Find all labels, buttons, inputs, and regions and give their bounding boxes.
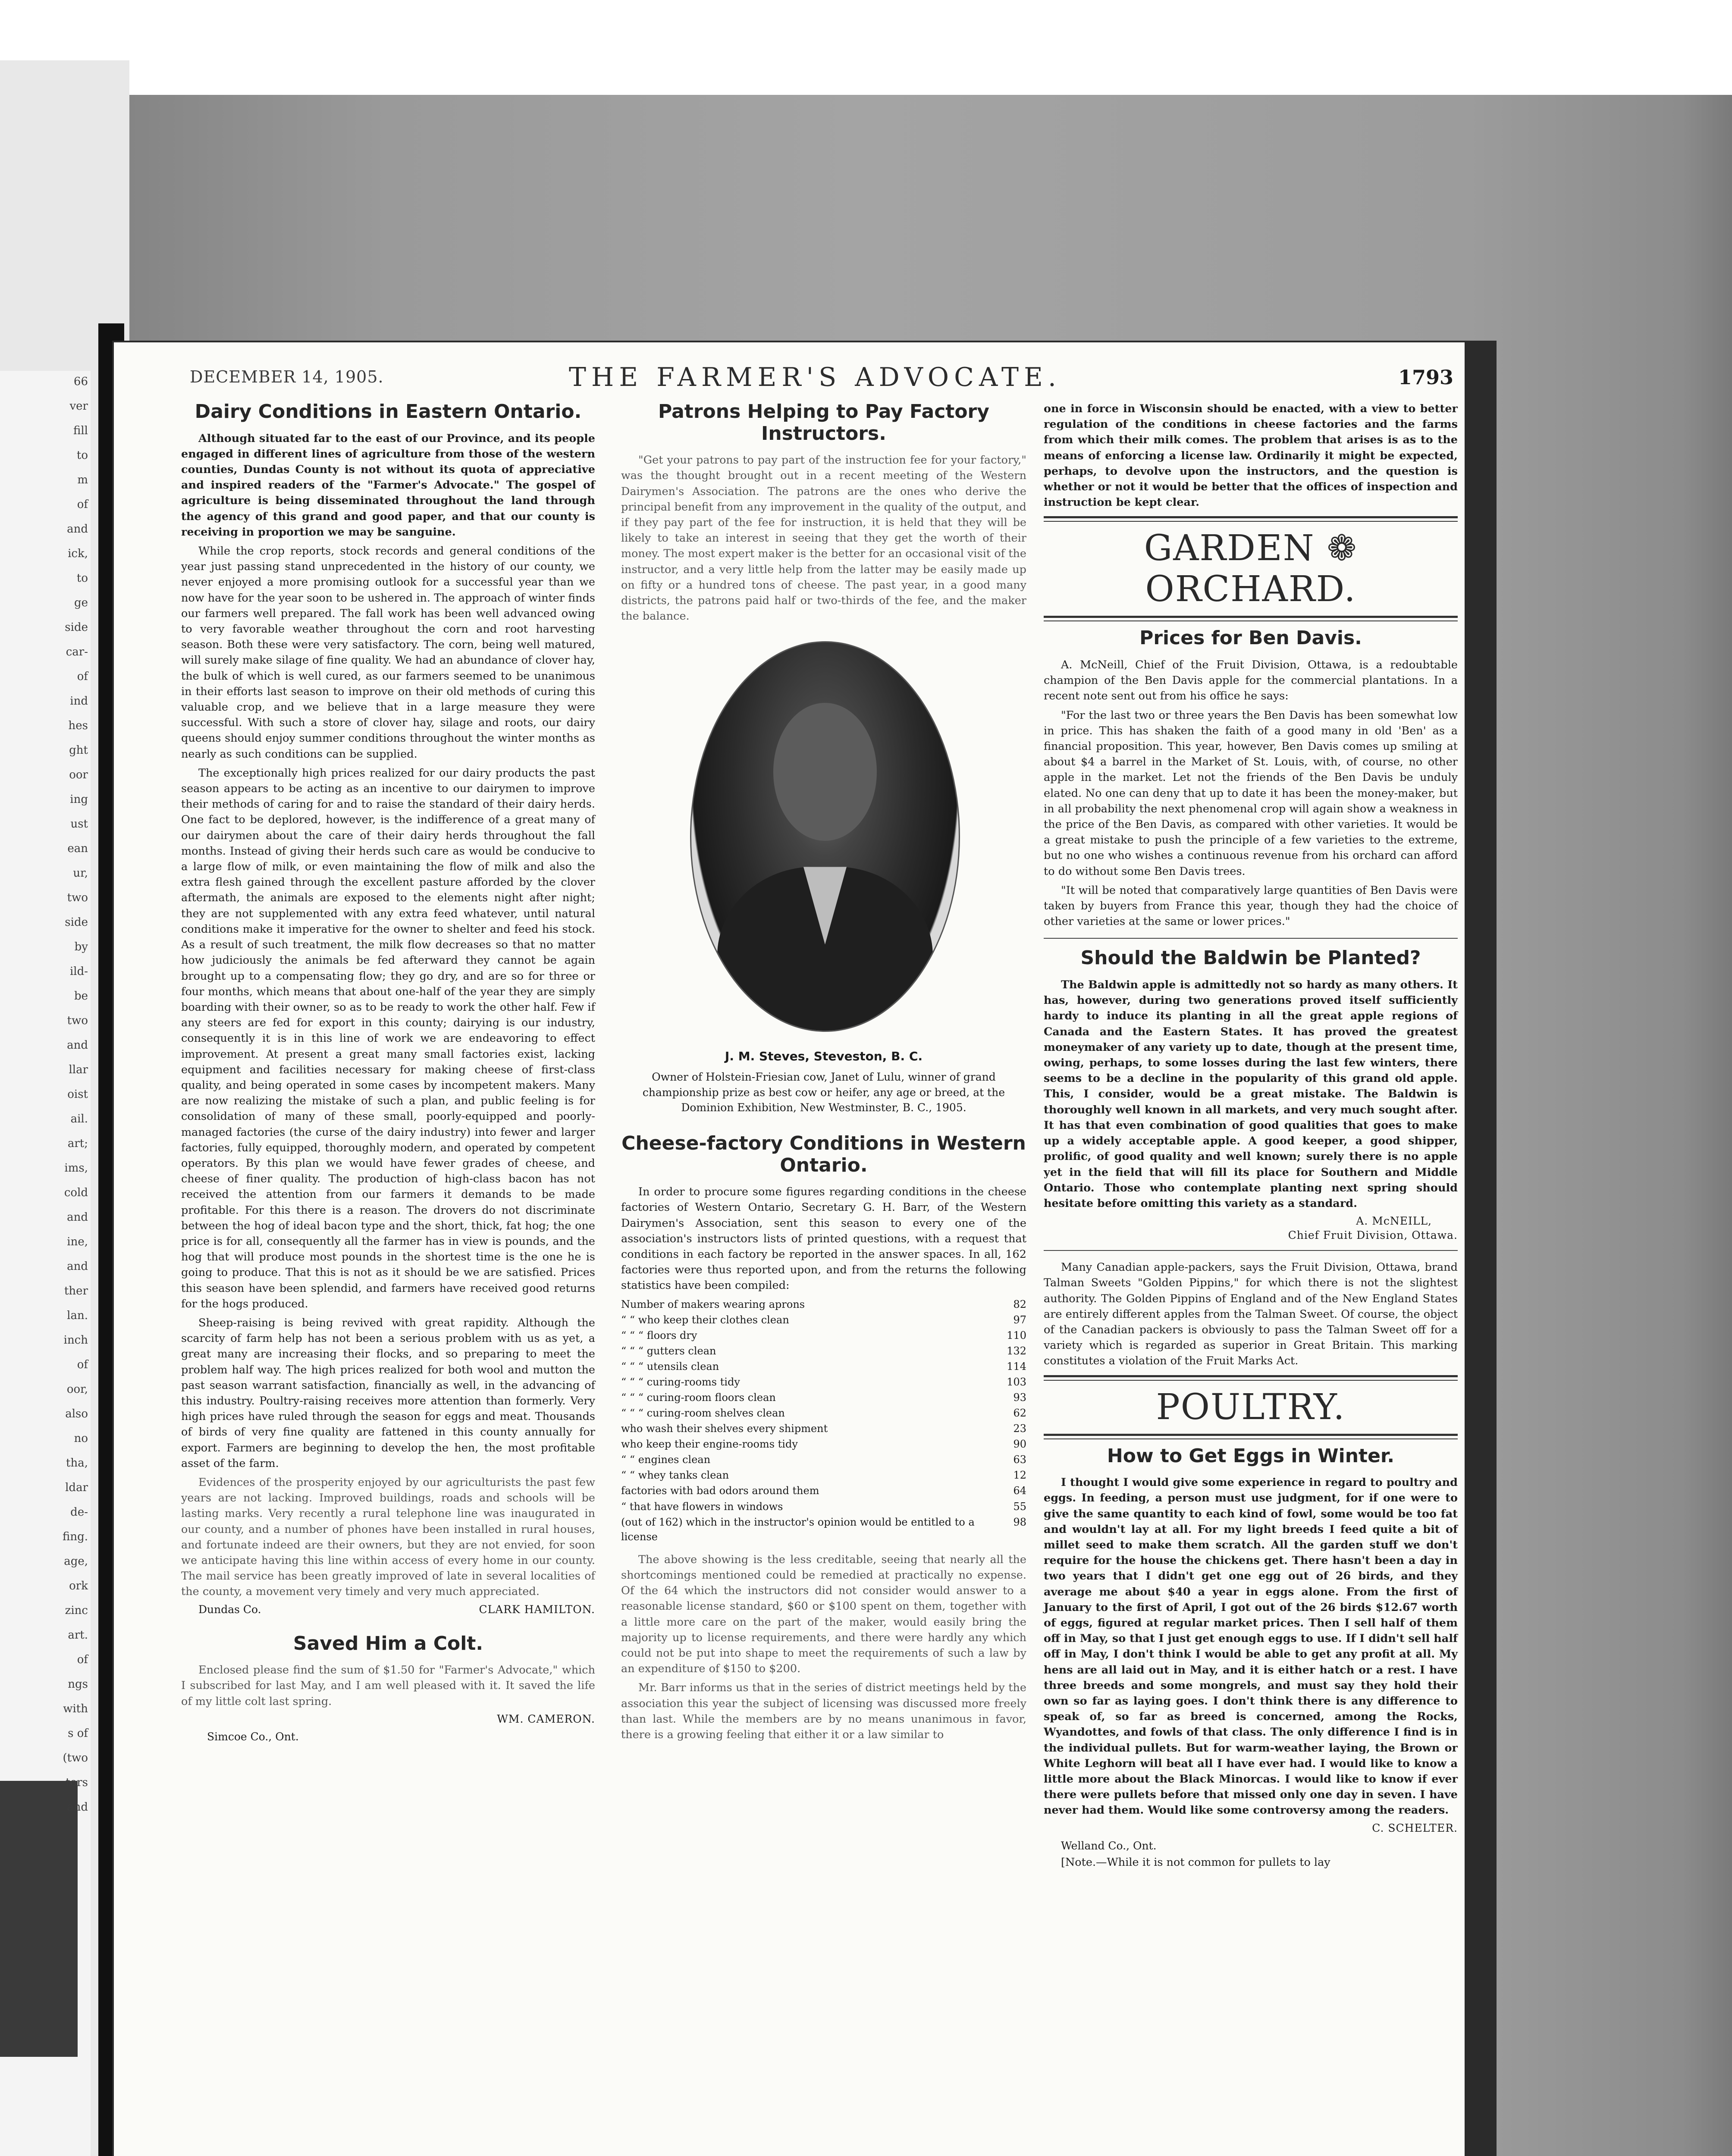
left-page-text-fragment: s of [68,1727,88,1740]
statistic-label: “ “ engines clean [621,1454,711,1466]
column-middle [621,401,1026,1746]
statistic-label: who keep their engine-rooms tidy [621,1438,798,1451]
left-page-text-fragment: with [63,1702,88,1715]
scan-top-margin [0,0,1732,95]
baldwin-author-title: Chief Fruit Division, Ottawa. [1288,1229,1458,1242]
letter-place: Simcoe Co., Ont. [207,1730,299,1743]
left-page-text-fragment: and [67,1211,88,1224]
section-header-garden-orchard: GARDEN ❁ ORCHARD. [1144,528,1358,610]
left-page-image-fragment [0,1781,78,2057]
statistics-row [621,1297,1026,1313]
left-page-text-fragment: ick, [68,547,88,560]
left-page-text-fragment: no [74,1432,88,1445]
statistic-value: 103 [1007,1376,1026,1388]
statistic-value: 93 [1013,1391,1026,1404]
article-paragraph: The Baldwin apple is admittedly not so hardy as many others. It has, however, during two generations proved itself sufficiently hardy to induce its planting in all the great apple regions of Canada and the Eastern States. It has proved the greatest moneymaker of any variety up to date, though at the present time, owing, perhaps, to some losses during the last few winters, there seems to be a decline in the popularity of this grand old apple. This, I consider, would be a great mistake. The Baldwin is thoroughly well known in all markets, and very much sought after. It has that even combination of good qualities that goes to make up a widely acceptable apple. A good keeper, a good shipper, prolific, of good quality and well known; surely there is no apple yet in the field that will fill its place for Southern and Middle Ontario. Those who contemplate planting next spring should hesitate before omitting this variety as a standard. [1044,978,1458,1210]
article-paragraph: The above showing is the less creditable, seeing that nearly all the shortcomings mentioned could be remedied at practically no expense. Of the 64 which the instructors did not consider would answer to a reasonable license standard, $60 or $100 spent on them, together with a little more care on the part of the maker, would easily bring the majority up to license requirements, and there were hardly any which could not be put into shape to meet the requirements of such a law by an expenditure of $150 to $200. [621,1553,1026,1676]
left-page-text-fragment: two [67,891,88,904]
left-page-text-fragment: ing [70,793,88,806]
masthead-title: THE FARMER'S ADVOCATE. [569,362,1061,392]
article-paragraph: Sheep-raising is being revived with great rapidity. Although the scarcity of farm help has not been a serious problem with us as yet, a great many are increasing their flocks, and so preparing to meet the problem half way. The high prices realized for both wool and mutton the past season warrant satisfaction, financially as well, in the advancing of this industry. Poultry-raising receives more attention than formerly. Very high prices have ruled through the season for eggs and meat. Thousands of birds of very fine quality are fattened in this county annually for export. Farmers are beginning to develop the hen, the most profitable asset of the farm. [181,1316,595,1470]
statistic-label: factories with bad odors around them [621,1485,819,1497]
baldwin-author: A. McNEILL, [1356,1215,1432,1228]
article-paragraph: "It will be noted that comparatively large quantities of Ben Davis were taken by buyers from France this year, though they had the choice of other varieties at the same or lower prices." [1044,884,1458,928]
left-page-text-fragment: of [77,1358,88,1371]
section-header-poultry: POULTRY. [1156,1386,1346,1428]
article-paragraph: "Get your patrons to pay part of the instruction fee for your factory," was the thought brought out in a recent meeting of the Western Dairymen's Association. The patrons are the ones who derive the principal benefit from any improvement in the quality of the output, and if they pay part of the fee for instruction, it is held that they will be likely to take an interest in seeing that they get the worth of their money. The most expert maker is the better for an occasional visit of the instructor, and a very little help from the latter may be easily made up on fifty or a hundred tons of cheese. The past year, in a good many districts, the patrons paid half or two-thirds of the fee, and the maker the balance. [621,454,1026,623]
section-rule [1044,616,1458,621]
portrait-photo-frame [690,641,957,1032]
statistic-value: 55 [1013,1500,1026,1513]
left-page-text-fragment: ther [64,1285,88,1297]
statistic-value: 90 [1013,1438,1026,1451]
statistic-value: 64 [1013,1485,1026,1497]
left-page-edge [0,371,91,2156]
statistics-row [621,1452,1026,1468]
left-page-text-fragment: by [74,940,88,953]
left-page-text-fragment: ims, [64,1162,88,1175]
left-page-text-fragment: fill [73,424,88,437]
article-paragraph: Mr. Barr informs us that in the series of district meetings held by the association this year the subject of licensing was discussed more freely than last. While the members are by no means unanimous in favor, there is a growing feeling that either it or a law similar to [621,1681,1026,1742]
divider [1044,1250,1458,1251]
statistic-label: who wash their shelves every shipment [621,1423,828,1435]
letter-author: WM. CAMERON. [497,1712,595,1725]
article-title-eggs: How to Get Eggs in Winter. [1107,1445,1395,1467]
statistic-label: “ “ “ curing-rooms tidy [621,1376,740,1388]
statistics-row [621,1437,1026,1452]
column-right [1044,401,1458,1874]
article-paragraph: Many Canadian apple-packers, says the Fruit Division, Ottawa, brand Talman Sweets "Golden Pippins," for which there is not the slightest authority. The Golden Pippins of England and of the New England States are entirely different apples from the Talman Sweet. Of course, the object of the Canadian packers is obviously to pass the Talman Sweet off for a variety which is regarded as superior in Great Britain. This marking constitutes a violation of the Fruit Marks Act. [1044,1261,1458,1368]
statistics-row [621,1359,1026,1375]
article-paragraph: "For the last two or three years the Ben Davis has been somewhat low in price. This has shaken the faith of a good many in old 'Ben' as a financial proposition. This year, however, Ben Davis comes up smiling at about $4 a barrel in the Market of St. Louis, with, of course, no other apple in the market. Let not the friends of the Ben Davis be unduly elated. No one can deny that up to date it has been the money-maker, but in all probability the next phenomenal crop will again show a weakness in the price of the Ben Davis, as compared with other varieties. It would be a great mistake to push the principle of a few varieties to the extreme, but no one who wishes a continuous revenue from his orchard can afford to do without some Ben Davis trees. [1044,708,1458,878]
left-page-text-fragment: side [65,916,88,929]
left-page-text-fragment: zinc [65,1604,88,1617]
left-page-text-fragment: to [76,572,88,585]
column-left [181,401,595,1748]
statistic-label: Number of makers wearing aprons [621,1298,805,1310]
statistic-label: “ “ “ curing-room shelves clean [621,1407,785,1420]
left-page-text-fragment: of [77,1653,88,1666]
statistics-table [621,1297,1026,1545]
article-paragraph: A. McNeill, Chief of the Fruit Division, Ottawa, is a redoubtable champion of the Ben Davis apple for the commercial plantations. In a recent note sent out from his office he says: [1044,658,1458,703]
article-paragraph: Although situated far to the east of our Province, and its people engaged in different lines of agriculture from those of the western counties, Dundas County is not without its quota of appreciative and inspired readers of the "Farmer's Advocate." The gospel of agriculture is being disseminated throughout the land through the agency of this grand and good paper, and that our county is receiving in proportion we may be sanguine. [181,432,595,539]
page-edge-shadow [1466,341,1497,2156]
article-continuation: one in force in Wisconsin should be enacted, with a view to better regulation of the conditions in cheese factories and the farms from which their milk comes. The problem that arises is as to the means of enforcing a license law. Ordinarily it might be expected, perhaps, to devolve upon the instructors, and the question is whether or not it would be better that the offices of inspection and instruction be kept clear. [1044,402,1458,509]
left-page-text-fragment: and [67,1039,88,1052]
left-page-text-fragment: ght [69,744,88,757]
left-page-text-fragment: tha, [66,1457,88,1470]
section-rule [1044,1434,1458,1439]
left-page-text-fragment: oor [69,768,88,781]
statistics-row [621,1515,1026,1545]
article-title-patrons: Patrons Helping to Pay Factory Instructors. [658,401,989,445]
statistics-row [621,1328,1026,1344]
article-paragraph: While the crop reports, stock records and general conditions of the year just passing stand unprecedented in the history of our county, we never enjoyed a more promising outlook for a successful year than we now have for the year soon to be ushered in. The approach of winter finds our farmers well prepared. The fall work has been well advanced owing to very favorable weather throughout the corn and root harvesting season. Both these were very satisfactory. The corn, being well matured, will surely make silage of fine quality. We had an abundance of clover hay, the bulk of which is well cured, as our farmers seemed to be unanimous in their efforts last season to improve on their old methods of curing this valuable crop, and we believe that in a large measure they were successful. With such a store of clover hay, silage and roots, our dairy queens should enjoy summer conditions throughout the winter months as nearly as such conditions can be supplied. [181,545,595,761]
left-page-text-fragment: de- [70,1506,88,1519]
statistic-value: 82 [1013,1298,1026,1310]
page-header [190,362,1462,397]
article-title-ben-davis: Prices for Ben Davis. [1139,627,1362,649]
article-title-colt: Saved Him a Colt. [293,1632,483,1655]
portrait-face [773,703,877,841]
statistic-value: 23 [1013,1423,1026,1435]
left-page-text-fragment: age, [64,1555,88,1568]
left-page-text-fragment: ork [69,1579,88,1592]
statistic-label: “ “ “ gutters clean [621,1344,716,1357]
left-page-text-fragment: tors [66,1776,88,1789]
photo-caption-text: Owner of Holstein-Friesian cow, Janet of Lulu, winner of grand championship prize as best cow or heifer, any age or breed, at the Dominion Exhibition, New Westminster, B. C., 1905. [642,1071,1005,1114]
article-paragraph: I thought I would give some experience in regard to poultry and eggs. In feeding, a person must use judgment, for if one were to give the same quantity to each kind of fowl, some would be too fat and wouldn't lay at all. For my light breeds I feed quite a bit of millet seed to make them scratch. All the garden stuff we don't require for the house the chickens get. There hasn't been a day in two years that I didn't get one egg out of 26 birds, and they average me about $40 a year in eggs alone. From the first of January to the first of April, I got out of the 26 birds $12.67 worth of eggs, figured at regular market prices. Then I sell half of them off in May, so that I just get enough eggs to use. If I didn't sell half off in May, I don't think I would be able to get any profit at all. My hens are all laid out in May, and it is either hatch or a rest. I have three breeds and some mongrels, and must say they hold their own so far as laying goes. I don't think there is any difference to speak of, so far as breed is concerned, among the Rocks, Wyandottes, and fowls of that class. The only difference I find is in the individual pullets. But for warm-weather laying, the Brown or White Leghorn will beat all I have ever had. I would like to know a little more about the Black Minorcas. I would like to know if ever there were pullets before that missed only one day in seven. I have never had them. Would like some controversy among the readers. [1044,1476,1458,1817]
left-page-text-fragment: of [77,670,88,683]
signoff-author: CLARK HAMILTON. [479,1603,595,1616]
eggs-author: C. SCHELTER. [1372,1821,1458,1834]
left-page-text-fragment: 66 [73,375,88,388]
statistic-value: 12 [1013,1469,1026,1482]
left-page-text-fragment: (two [63,1752,88,1764]
left-page-text-fragment: be [74,990,88,1003]
issue-date: DECEMBER 14, 1905. [190,367,384,386]
left-page-text-fragment: ean [67,842,88,855]
article-title-baldwin: Should the Baldwin be Planted? [1080,947,1421,969]
left-page-text-fragment: ge [74,596,88,609]
left-page-text-fragment: of [77,498,88,511]
left-page-text-fragment: llar [69,1063,88,1076]
statistic-value: 63 [1013,1454,1026,1466]
left-page-text-fragment: ur, [73,867,88,880]
left-page-text-fragment: inch [63,1334,88,1347]
statistic-label: “ “ “ curing-room floors clean [621,1391,776,1404]
divider [1044,938,1458,939]
statistic-label: (out of 162) which in the instructor's opinion would be entitled to a license [621,1516,975,1543]
left-page-text-fragment: ild- [69,965,88,978]
statistic-value: 97 [1013,1313,1026,1326]
left-page-text-fragment: two [67,1014,88,1027]
statistics-row [621,1406,1026,1421]
statistic-label: “ “ “ utensils clean [621,1360,719,1373]
article-paragraph: The exceptionally high prices realized for our dairy products the past season appears to be acting as an incentive to our dairymen to improve their methods of caring for and to raise the standard of their dairy herds. One fact to be deplored, however, is the indifference of a great many of our dairymen about the care of their dairy herds throughout the fall months. Instead of giving their herds such care as would be conducive to a large flow of milk, or even maintaining the flow of milk and also the extra flesh gained through the excellent pasture afforded by the clover aftermath, the animals are exposed to the elements night after night; they are not supplemented with any extra feed whatever, until natural conditions make it imperative for the owner to shelter and feed his stock. As a result of such treatment, the milk flow decreases so that no matter how judiciously the animals be fed afterward they cannot be again brought up to a compensating flow; they go dry, and are so for three or four months, which means that about one-half of the year they are simply boarding with their owner, so as to be ready to work the other half. Few if any steers are fed for export in this county; dairying is our industry, consequently it is in this line of work we are endeavoring to effect improvement. At present a great many small factories exist, lacking equipment and facilities necessary for making cheese of first-class quality, and being operated in some cases by incompetent makers. Many are now realizing the mistake of such a plan, and public feeling is for consolidation of many of these small, poorly-equipped and poorly-managed factories (the curse of the dairy industry) into fewer and larger factories, fully equipped, thoroughly modern, and operated by competent operators. By this plan we would have fewer grades of cheese, and cheese of finer quality. The production of high-class bacon has not received the attention from our farmers it demands to be made profitable. For this there is a reason. The drovers do not discriminate between the hog of ideal bacon type and the short, thick, fat hog; the one price is for all, consequently all the farmer has in view is pounds, and the hog that will produce most pounds in the shortest time is the one he is going to produce. That this is not as it should be we are satisfied. Prices this season have been splendid, and farmers have received good returns for the hogs produced. [181,766,595,1310]
left-page-text-fragment: lan. [67,1309,88,1322]
statistic-label: “ “ whey tanks clean [621,1469,729,1482]
statistics-row [621,1468,1026,1483]
left-page-text-fragment: ngs [68,1678,88,1691]
statistics-row [621,1499,1026,1515]
statistics-row [621,1421,1026,1437]
article-title-dairy: Dairy Conditions in Eastern Ontario. [195,401,582,423]
left-page-text-fragment: m [77,473,88,486]
statistics-row [621,1313,1026,1328]
eggs-author-place: Welland Co., Ont. [1061,1839,1157,1852]
statistic-value: 132 [1007,1344,1026,1357]
left-page-text-fragment: car- [66,646,88,658]
left-page-text-fragment: and [67,1801,88,1814]
left-page-text-fragment: side [65,621,88,634]
statistics-row [621,1483,1026,1499]
left-page-text-fragment: also [65,1407,88,1420]
left-page-text-fragment: oor, [66,1383,88,1396]
portrait-photo [690,641,960,1032]
left-page-text-fragment: ver [69,400,88,413]
statistic-label: “ “ “ floors dry [621,1329,697,1341]
article-title-cheese: Cheese-factory Conditions in Western Ontario. [621,1132,1026,1176]
statistics-row [621,1344,1026,1359]
left-page-text-fragment: art. [68,1629,88,1642]
left-page-text-fragment: to [76,449,88,462]
left-page-text-fragment: ine, [67,1235,88,1248]
left-page-text-fragment: fing. [63,1530,88,1543]
article-paragraph: In order to procure some figures regarding conditions in the cheese factories of Western Ontario, Secretary G. H. Barr, of the Western Dairymen's Association, sent this season to every one of the association's instructors lists of printed questions, with a request that conditions in each factory be reported in the answer spaces. In all, 162 factories were thus reported upon, and from the returns the following statistics have been compiled: [621,1185,1026,1292]
left-page-text-fragment: oist [67,1088,88,1101]
left-page-text-fragment: cold [64,1186,88,1199]
statistic-value: 98 [1013,1516,1026,1528]
left-page-text-fragment: and [67,523,88,536]
photo-caption-title: J. M. Steves, Steveston, B. C. [725,1049,923,1064]
editor-note: [Note.—While it is not common for pullets to lay [1061,1855,1330,1869]
left-page-text-fragment: hes [68,719,88,732]
statistics-row [621,1375,1026,1390]
left-page-text-fragment: ail. [70,1112,88,1125]
left-page-text-fragment: and [67,1260,88,1273]
section-rule [1044,1375,1458,1381]
left-page-text-fragment: ldar [65,1481,88,1494]
left-page-text-fragment: ust [70,818,88,830]
page-number: 1793 [1398,366,1453,389]
statistic-label: “ that have flowers in windows [621,1500,783,1513]
left-page-text-fragment: ind [70,695,88,708]
statistic-value: 110 [1007,1329,1026,1341]
left-page-text-fragment: art; [67,1137,88,1150]
statistic-value: 114 [1007,1360,1026,1373]
section-rule [1044,516,1458,522]
signoff-place: Dundas Co. [198,1603,261,1616]
letter-text: Enclosed please find the sum of $1.50 for "Farmer's Advocate," which I subscribed for last May, and I am well pleased with it. It saved the life of my little colt last spring. [181,1664,595,1708]
statistic-value: 62 [1013,1407,1026,1420]
statistics-row [621,1390,1026,1406]
article-paragraph: Evidences of the prosperity enjoyed by our agriculturists the past few years are not lacking. Improved buildings, roads and schools will be lasting marks. Very recently a rural telephone line was inaugurated in our county, and a number of phones have been installed in rural houses, and fortunate indeed are their owners, but they are not envied, for soon we anticipate having this line within access of every home in our county. The mail service has been greatly improved of late in several localities of the county, a movement very timely and very much appreciated. [181,1476,595,1598]
statistic-label: “ “ who keep their clothes clean [621,1313,789,1326]
